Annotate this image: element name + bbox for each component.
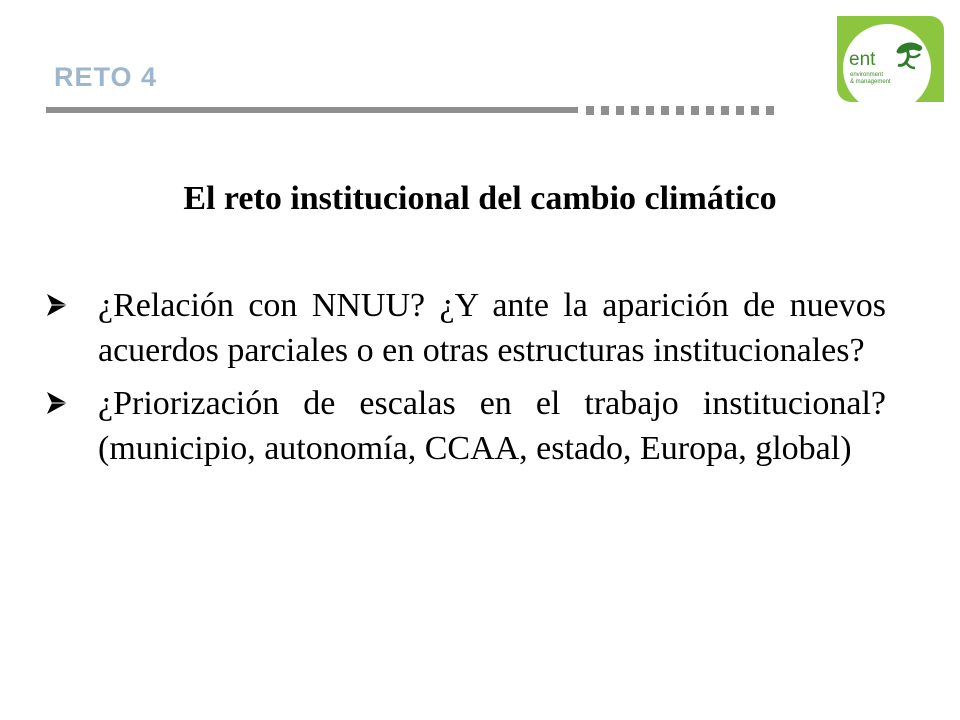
header-dot bbox=[691, 106, 699, 115]
header-dot bbox=[601, 106, 609, 115]
header-dot bbox=[721, 106, 729, 115]
header-dot bbox=[706, 106, 714, 115]
header-dots bbox=[586, 106, 774, 115]
bullet-text: ¿Relación con NNUU? ¿Y ante la aparición de nuevos acuerdos parciales o en otras estructuras institucionales? bbox=[98, 287, 886, 369]
arrowhead-bullet-icon bbox=[46, 283, 98, 322]
bullet-item bbox=[46, 381, 886, 471]
company-logo bbox=[837, 16, 944, 102]
header-dot bbox=[736, 106, 744, 115]
header-rule bbox=[46, 107, 578, 113]
logo-tagline-line2: & management bbox=[850, 79, 891, 85]
bullet-item bbox=[46, 283, 886, 373]
logo-word: ent bbox=[849, 49, 876, 70]
bullet-list bbox=[46, 283, 886, 471]
logo-tagline-line1: environment bbox=[850, 72, 884, 78]
arrowhead-bullet-icon bbox=[46, 381, 98, 420]
header-dot bbox=[586, 106, 594, 115]
header-dot bbox=[751, 106, 759, 115]
header-dot bbox=[631, 106, 639, 115]
section-label: RETO 4 bbox=[54, 62, 158, 92]
logo-tagline bbox=[850, 72, 891, 86]
header-dot bbox=[661, 106, 669, 115]
header-dot bbox=[676, 106, 684, 115]
header-dot bbox=[646, 106, 654, 115]
header-dot bbox=[616, 106, 624, 115]
slide-title: El reto institucional del cambio climático bbox=[183, 180, 777, 217]
bullet-text: ¿Priorización de escalas en el trabajo institucional? (municipio, autonomía, CCAA, estado, Europa, global) bbox=[98, 385, 886, 467]
header-dot bbox=[766, 106, 774, 115]
tree-figure-icon bbox=[889, 36, 931, 78]
